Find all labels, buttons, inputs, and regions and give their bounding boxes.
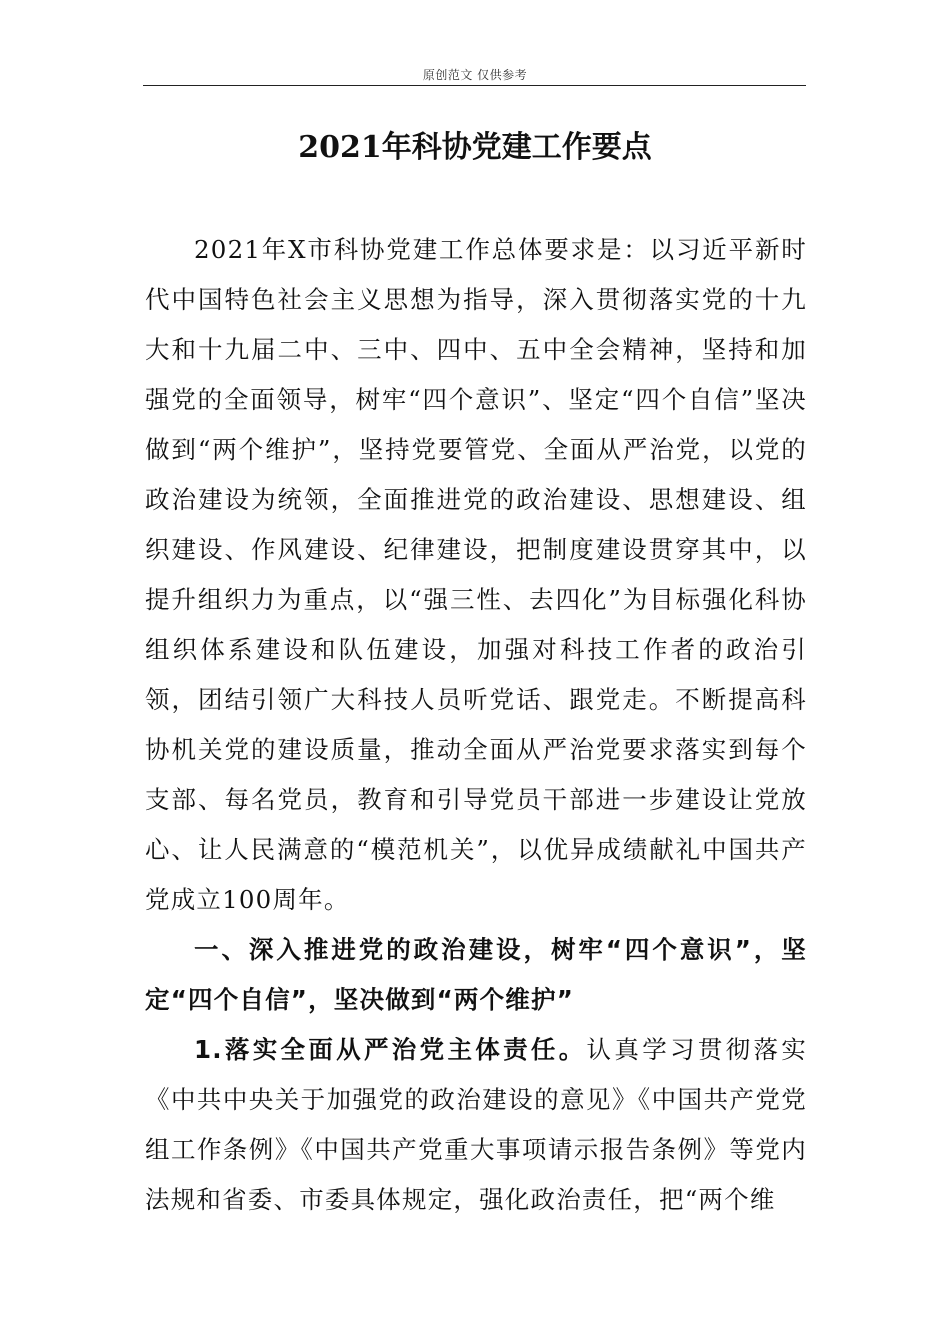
section-heading-1: 一、深入推进党的政治建设，树牢“四个意识”，坚定“四个自信”，坚决做到“两个维护” (145, 935, 807, 1014)
item-1-paragraph (145, 1025, 807, 1225)
intro-paragraph: 2021年X市科协党建工作总体要求是：以习近平新时代中国特色社会主义思想为指导，深入贯彻落实党的十九大和十九届二中、三中、四中、五中全会精神，坚持和加强党的全面领导，树牢“四个意识”、坚定“四个自信”坚决做到“两个维护”，坚持党要管党、全面从严治党，以党的政治建设为统领，全面推进党的政治建设、思想建设、组织建设、作风建设、纪律建设，把制度建设贯穿其中，以提升组织力为重点，以“强三性、去四化”为目标强化科协组织体系建设和队伍建设，加强对科技工作者的政治引领，团结引领广大科技人员听党话、跟党走。不断提高科协机关党的建设质量，推动全面从严治党要求落实到每个支部、每名党员，教育和引导党员干部进一步建设让党放心、让人民满意的“模范机关”，以优异成绩献礼中国共产党成立100周年。 (145, 235, 807, 914)
item-1-text: 认真学习贯彻落实《中共中央关于加强党的政治建设的意见》《中国共产党党组工作条例》《中国共产党重大事项请示报告条例》等党内法规和省委、市委具体规定，强化政治责任，把“两个维 (145, 1035, 807, 1214)
header-divider (143, 85, 806, 86)
document-title: 2021年科协党建工作要点 (298, 130, 652, 165)
item-1-lead: 1.落实全面从严治党主体责任。 (194, 1035, 587, 1064)
document-body (145, 225, 807, 1225)
header-note: 原创范文 仅供参考 (422, 68, 528, 82)
